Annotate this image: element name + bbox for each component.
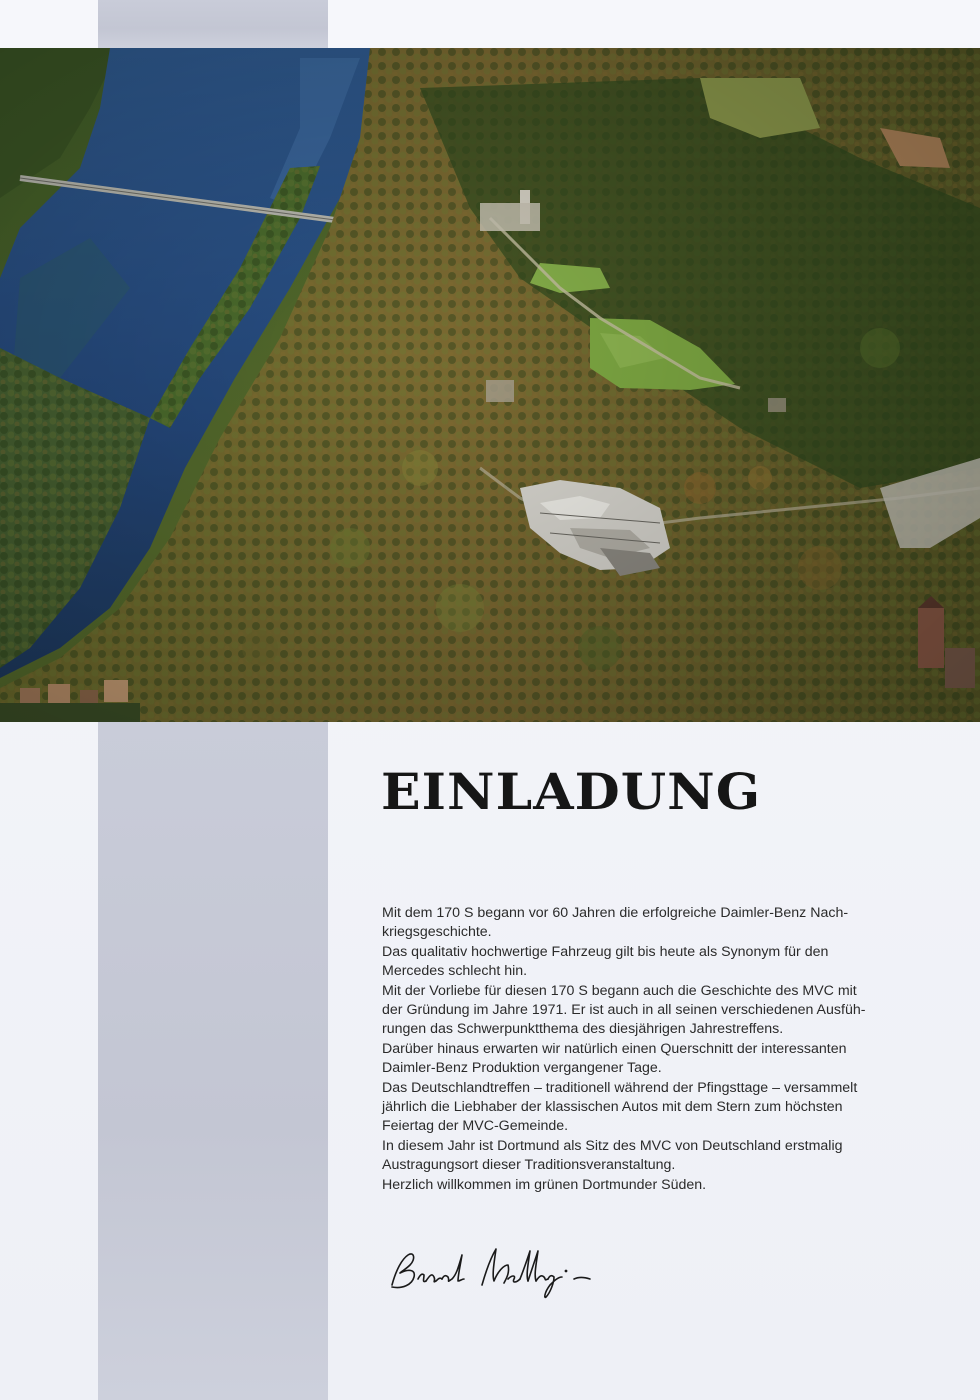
invitation-text [382, 904, 947, 1195]
aerial-photo-graphic [0, 48, 980, 722]
aerial-photo [0, 48, 980, 722]
text-line: Mercedes schlecht hin. [382, 963, 528, 980]
text-line: Austragungsort dieser Traditionsveranstaltung. [382, 1157, 676, 1174]
text-line: Das qualitativ hochwertige Fahrzeug gilt bis heute als Synonym für den [382, 943, 829, 960]
signature [378, 1235, 608, 1305]
text-line: rungen das Schwerpunktthema des diesjährigen Jahrestreffens. [382, 1021, 784, 1038]
text-line: Mit dem 170 S begann vor 60 Jahren die erfolgreiche Daimler-Benz Nach- [382, 905, 849, 921]
text-line: der Gründung im Jahre 1971. Er ist auch in all seinen verschiedenen Ausfüh- [382, 1002, 866, 1019]
text-line: Feiertag der MVC-Gemeinde. [382, 1118, 569, 1135]
text-line: jährlich die Liebhaber der klassischen Autos mit dem Stern zum höchsten [382, 1099, 843, 1116]
page-title: EINLADUNG [381, 762, 762, 821]
accent-band-bottom [98, 722, 328, 1400]
text-line: Mit der Vorliebe für diesen 170 S begann auch die Geschichte des MVC mit [382, 982, 857, 999]
text-line: Das Deutschlandtreffen – traditionell während der Pfingsttage – versammelt [382, 1079, 858, 1096]
accent-band-top [98, 0, 328, 48]
text-line: Darüber hinaus erwarten wir natürlich einen Querschnitt der interessanten [382, 1040, 847, 1057]
text-line: Daimler-Benz Produktion vergangener Tage. [382, 1060, 662, 1077]
text-line: In diesem Jahr ist Dortmund als Sitz des MVC von Deutschland erstmalig [382, 1137, 843, 1154]
signature-graphic [378, 1235, 608, 1305]
text-line: Herzlich willkommen im grünen Dortmunder Süden. [382, 1176, 707, 1193]
text-line: kriegsgeschichte. [382, 924, 492, 941]
